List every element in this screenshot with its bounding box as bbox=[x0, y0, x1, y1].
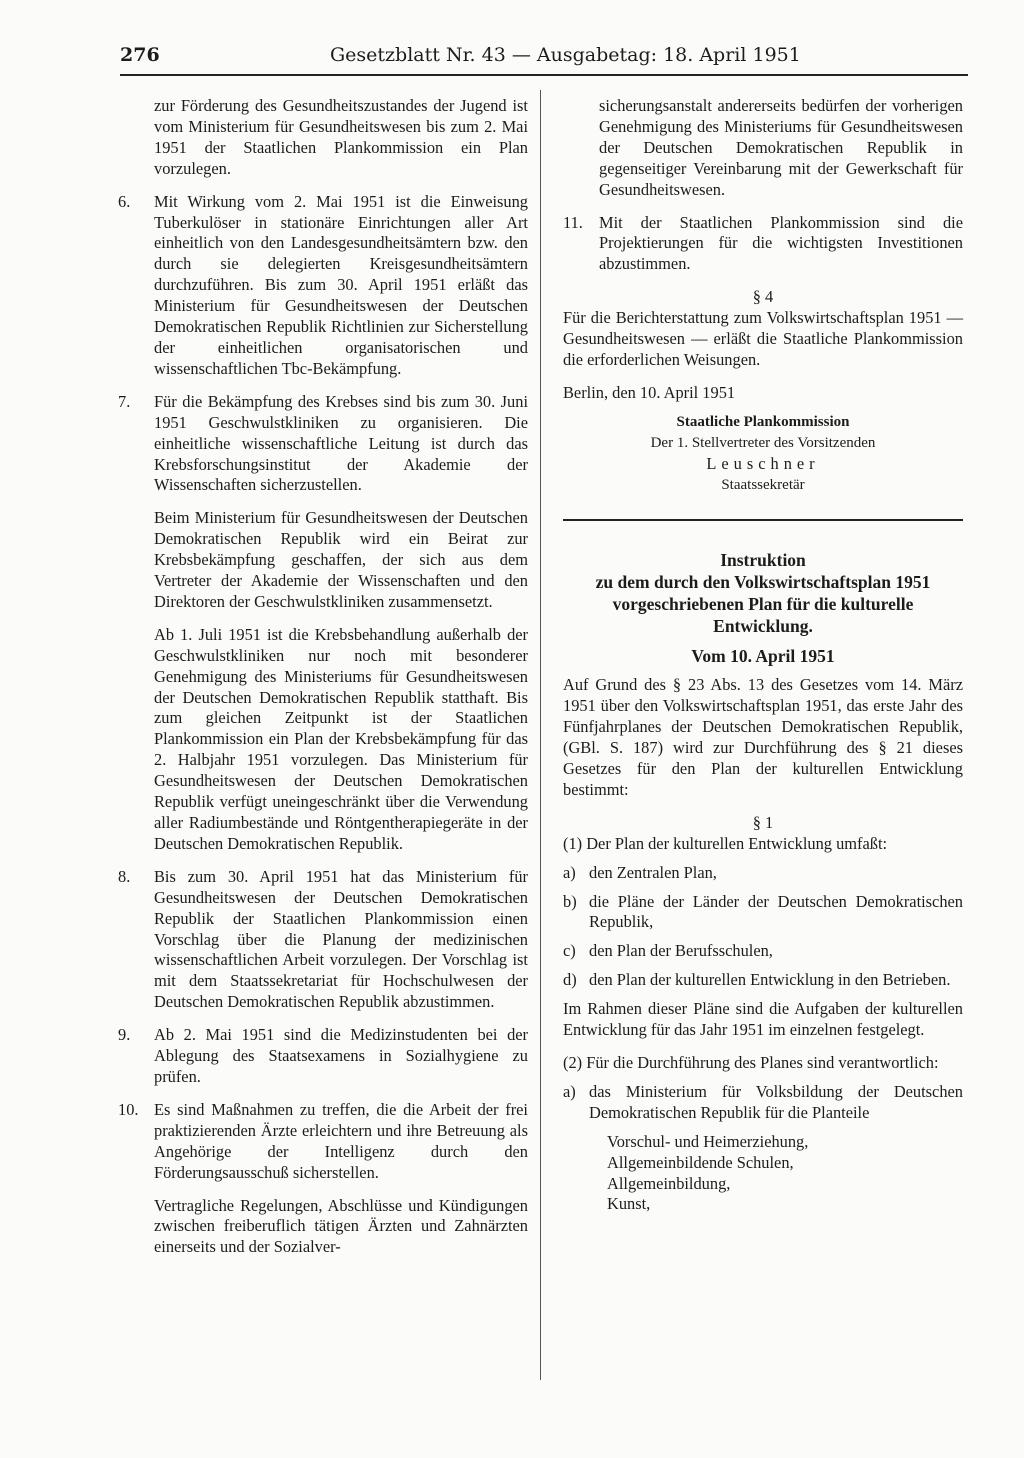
item-number: 10. bbox=[118, 1099, 139, 1119]
item-text: Für die Bekämpfung des Krebses sind bis zum 30. Juni 1951 Geschwulstkliniken zu organisieren. Die einheitliche wissenschaftliche Leitung ist durch das Krebsforschungsinstitut der Akademie der Wissenschaften sicherzustellen. bbox=[154, 391, 528, 495]
sub-item-label: c) bbox=[563, 941, 576, 961]
item-number: 6. bbox=[118, 191, 131, 211]
intro-paragraph: Auf Grund des § 23 Abs. 13 des Gesetzes vom 14. März 1951 über den Volkswirtschaftsplan 1951, das erste Jahr des Fünfjahrplanes der Deutschen Demokratischen Republik, (GBl. S. 187) wird zur Durchführung des § 21 dieses Gesetzes für den Plan der kulturellen Entwicklung bestimmt: bbox=[563, 675, 963, 799]
item-9 bbox=[118, 1025, 528, 1088]
page-number: 276 bbox=[120, 44, 160, 66]
item-text: Ab 2. Mai 1951 sind die Medizinstudenten bei der Ablegung des Staatsexamens in Sozialhygiene zu prüfen. bbox=[154, 1025, 528, 1086]
item-number: 7. bbox=[118, 391, 131, 411]
subject-item: Kunst, bbox=[607, 1194, 651, 1214]
section-1-paragraph-1: (1) Der Plan der kulturellen Entwicklung umfaßt: bbox=[563, 833, 888, 853]
heading-line: Entwicklung. bbox=[713, 616, 813, 637]
subject-item: Allgemeinbildung, bbox=[607, 1173, 731, 1193]
item-10-paragraph-2: Vertragliche Regelungen, Abschlüsse und Kündigungen zwischen freiberuflich tätigen Ärzten und Zahnärzten einerseits und der Sozialver- bbox=[154, 1195, 528, 1257]
item-7-paragraph-2: Beim Ministerium für Gesundheitswesen der Deutschen Demokratischen Republik wird ein Beirat zur Krebsbekämpfung geschaffen, der sich aus dem Vertreter der Akademie der Wissenschaften und den Direktoren der Geschwulstkliniken zusammensetzt. bbox=[154, 508, 528, 611]
item-6 bbox=[118, 192, 528, 380]
continued-paragraph: zur Förderung des Gesundheitszustandes der Jugend ist vom Ministerium für Gesundheitswesen bis zum 2. Mai 1951 der Staatlichen Plankommission ein Plan vorzulegen. bbox=[154, 96, 528, 178]
sub-item-a2 bbox=[563, 1082, 963, 1124]
subject-item: Vorschul- und Heimerziehung, bbox=[607, 1131, 809, 1151]
sub-item-label: a) bbox=[563, 862, 576, 882]
subject-list bbox=[563, 1132, 963, 1216]
column-divider bbox=[540, 90, 541, 1380]
instruction-heading bbox=[563, 549, 963, 637]
sub-item-text: den Zentralen Plan, bbox=[589, 862, 717, 882]
sub-item-text: die Pläne der Länder der Deutschen Demokratischen Republik, bbox=[589, 891, 963, 932]
section-1-paragraph-2: (2) Für die Durchführung des Planes sind verantwortlich: bbox=[563, 1053, 939, 1072]
sub-item-text: das Ministerium für Volksbildung der Deutschen Demokratischen Republik für die Planteile bbox=[589, 1081, 963, 1122]
section-1-heading: § 1 bbox=[752, 812, 774, 832]
item-8 bbox=[118, 867, 528, 1013]
header-title: Gesetzblatt Nr. 43 — Ausgabetag: 18. April 1951 bbox=[330, 44, 801, 66]
item-7 bbox=[118, 392, 528, 497]
section-rule bbox=[563, 519, 963, 521]
signature-organization: Staatliche Plankommission bbox=[676, 413, 850, 430]
right-column bbox=[563, 96, 963, 1215]
item-number: 9. bbox=[118, 1025, 131, 1045]
signature-name: Leuschner bbox=[706, 453, 820, 473]
place-date: Berlin, den 10. April 1951 bbox=[563, 382, 736, 402]
item-text: Mit der Staatlichen Plankommission sind die Projektierungen für die wichtigsten Investitionen abzustimmen. bbox=[599, 212, 963, 274]
sub-item-c bbox=[563, 941, 963, 962]
sub-item-text: den Plan der kulturellen Entwicklung in den Betrieben. bbox=[589, 970, 951, 990]
item-number: 8. bbox=[118, 866, 131, 886]
heading-line: zu dem durch den Volkswirtschaftsplan 1951 bbox=[595, 572, 931, 593]
section-4-heading: § 4 bbox=[752, 287, 774, 307]
sub-item-label: b) bbox=[563, 891, 577, 911]
signature-title: Staatssekretär bbox=[721, 476, 805, 493]
sub-item-b bbox=[563, 892, 963, 934]
item-7-paragraph-3: Ab 1. Juli 1951 ist die Krebsbehandlung außerhalb der Geschwulstkliniken nur noch mit besonderer Genehmigung des Ministeriums für Gesundheitswesen der Deutschen Demokratischen Republik statthaft. Bis zum gleichen Zeitpunkt ist der Staatlichen Plankommission ein Plan der Krebsbekämpfung für das 2. Halbjahr 1951 vorzulegen. Das Ministerium für Gesundheitswesen der Deutschen Demokratischen Republik verfügt uneingeschränkt über die Verwendung aller Radiumbestände und Röntgentherapiegeräte in der Deutschen Demokratischen Republik. bbox=[154, 624, 528, 853]
subject-item: Allgemeinbildende Schulen, bbox=[607, 1152, 794, 1172]
continued-paragraph: sicherungsanstalt andererseits bedürfen der vorherigen Genehmigung des Ministeriums für Gesundheitswesen der Deutschen Demokratischen Republik in gegenseitiger Vereinbarung mit der Gewerkschaft für Gesundheitswesen. bbox=[599, 96, 963, 199]
item-text: Mit Wirkung vom 2. Mai 1951 ist die Einweisung Tuberkulöser in stationäre Einrichtungen aller Art einheitlich von den Landesgesundheitsämtern bzw. den durch sie delegierten Kreisgesundheitsämtern durchzuführen. Bis zum 30. April 1951 erläßt das Ministerium für Gesundheitswesen der Deutschen Demokratischen Republik Richtlinien zur Sicherstellung der einheitlichen organisatorischen und wissenschaftlichen Tbc-Bekämpfung. bbox=[154, 191, 528, 378]
item-text: Bis zum 30. April 1951 hat das Ministerium für Gesundheitswesen der Deutschen Demokratischen Republik der Staatlichen Plankommission einen Vorschlag über die Planung der medizinischen wissenschaftlichen Arbeit vorzulegen. Der Vorschlag ist mit dem Staatssekretariat für Hochschulwesen der Deutschen Demokratischen Republik abzustimmen. bbox=[154, 866, 528, 1012]
sub-item-label: a) bbox=[563, 1081, 576, 1101]
sub-item-text: den Plan der Berufsschulen, bbox=[589, 941, 773, 961]
item-text: Es sind Maßnahmen zu treffen, die die Arbeit der frei praktizierenden Ärzte erleichtern und ihre Betreuung als Angehörige der Intelligenz durch den Förderungsausschuß sicherstellen. bbox=[154, 1099, 528, 1182]
section-4-text: Für die Berichterstattung zum Volkswirtschaftsplan 1951 — Gesundheitswesen — erläßt die Staatliche Plankommission die erforderlichen Weisungen. bbox=[563, 308, 963, 369]
signature-role: Der 1. Stellvertreter des Vorsitzenden bbox=[650, 434, 876, 451]
sub-item-a bbox=[563, 863, 963, 884]
sub-item-label: d) bbox=[563, 970, 577, 990]
page-header bbox=[120, 40, 968, 76]
heading-line: Instruktion bbox=[720, 550, 806, 571]
section-1-rahmen: Im Rahmen dieser Pläne sind die Aufgaben der kulturellen Entwicklung für das Jahr 1951 im einzelnen festgelegt. bbox=[563, 999, 963, 1040]
date-heading: Vom 10. April 1951 bbox=[691, 646, 835, 667]
item-10 bbox=[118, 1100, 528, 1184]
sub-item-d bbox=[563, 970, 963, 991]
item-11 bbox=[563, 213, 963, 276]
left-column bbox=[118, 96, 528, 1258]
item-number: 11. bbox=[563, 212, 583, 232]
heading-line: vorgeschriebenen Plan für die kulturelle bbox=[612, 594, 914, 615]
